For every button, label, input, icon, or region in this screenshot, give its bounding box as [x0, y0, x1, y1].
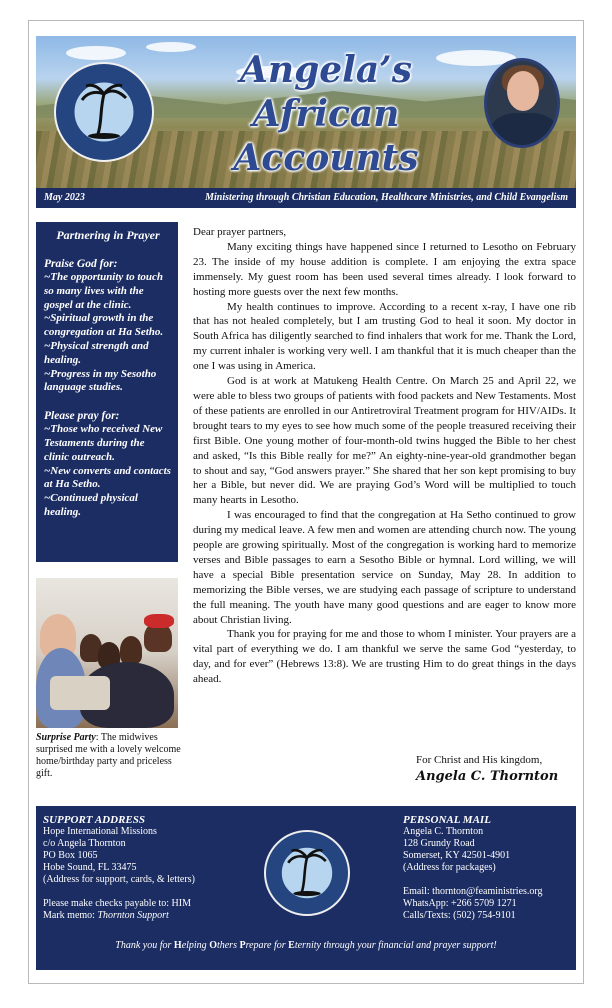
letter-paragraph: God is at work at Matukeng Health Centre. On March 25 and April 22, we were able to bless two groups of patients with food packets and New Testaments. Most of these patients are enrolled in our Antiretroviral Treatment program for HIV/AIDs. It brought tears to my eyes to see how much some of the people treasured receiving their first Bible. One young mother of four-month-old twins hugged the Bible to her chest and asked, “Is this Bible really for me?” An eighty-nine-year-old grandmother began to shout and say, “God answers prayer.” She shared that her son kept promising to buy her a Bible, but never did. We are praying God’s Word will be multiplied to touch many hearts in Lesotho. — [193, 375, 576, 507]
masthead-title-line2: African — [252, 93, 400, 135]
thanks-initial-o: O — [209, 940, 217, 951]
thanks-word-helping: elping — [181, 940, 210, 951]
support-address-block — [43, 814, 263, 922]
photo-caption — [36, 732, 184, 780]
ministry-seal-logo — [54, 62, 154, 162]
memo-label: Mark memo: — [43, 910, 98, 921]
issue-date: May 2023 — [44, 192, 85, 203]
letter-paragraph: I was encouraged to find that the congregation at Ha Setho continued to grow during my medical leave. A few men and women are attending church now. The young people are growing spiritually. Most of the congregation is working hard to memorize verses and Bible passages to earn a Sesotho Bible or hymnal. Lord willing, we will have a special Bible presentation service on Sunday, May 28. In addition to memorizing the Bible verses, we are studying each passage of scripture to understand the full meaning. The youth have many good questions and are eager to know more about Christian living. — [193, 509, 576, 626]
letter-paragraph: Many exciting things have happened since I returned to Lesotho on February 23. The inside of my house addition is complete. I am enjoying the extra space immensely. My guest room has been used several times already. I look forward to hosting more guests over the next few months. — [193, 240, 576, 298]
support-line: c/o Angela Thornton — [43, 838, 126, 849]
thanks-initial-h: H — [173, 940, 182, 951]
thanks-word-eternity: ternity — [294, 940, 321, 951]
letter-body — [193, 225, 576, 687]
surprise-party-photo — [36, 578, 178, 728]
thanks-word-prepare: repare for — [245, 940, 289, 951]
pray-item: ~New converts and contacts at Ha Setho. — [44, 464, 171, 491]
support-heading: SUPPORT ADDRESS — [43, 814, 145, 826]
email-line: Email: thornton@feaministries.org — [403, 886, 543, 897]
whatsapp-line: WhatsApp: +266 5709 1271 — [403, 898, 517, 909]
support-line: Hobe Sound, FL 33475 — [43, 862, 137, 873]
support-line: (Address for support, cards, & letters) — [43, 874, 195, 885]
contact-footer — [36, 806, 576, 970]
personal-line: Angela C. Thornton — [403, 826, 484, 837]
footer-thanks-line — [36, 940, 576, 951]
personal-line: (Address for packages) — [403, 862, 496, 873]
checks-payable-line: Please make checks payable to: HIM — [43, 898, 192, 909]
photo-caption-text: : The midwives surprised me with a lovely welcome home/birthday party and priceless gift. — [36, 732, 181, 779]
pray-heading: Please pray for: — [44, 410, 120, 423]
masthead-title-line1: Angela’s — [240, 49, 412, 91]
personal-heading: PERSONAL MAIL — [403, 814, 491, 826]
praise-item: ~The opportunity to touch so many lives with the gospel at the clinic. — [44, 271, 164, 311]
footer-seal-logo — [264, 830, 350, 916]
letter-greeting: Dear prayer partners, — [193, 226, 287, 238]
letter-closing: For Christ and His kingdom, — [416, 754, 543, 766]
thanks-initial-p: P — [239, 940, 246, 951]
memo-line — [43, 910, 263, 922]
support-line: Hope International Missions — [43, 826, 157, 837]
photo-caption-title: Surprise Party — [36, 732, 96, 743]
praise-item: ~Physical strength and healing. — [44, 339, 149, 366]
personal-line: 128 Grundy Road — [403, 838, 475, 849]
thanks-post: through your financial and prayer support! — [320, 940, 497, 951]
masthead-title-line3: Accounts — [233, 137, 419, 179]
praise-item: ~Progress in my Sesotho language studies. — [44, 367, 157, 394]
personal-line: Somerset, KY 42501-4901 — [403, 850, 511, 861]
thanks-pre: Thank you for — [115, 940, 174, 951]
issue-header-bar — [36, 188, 576, 208]
calls-line: Calls/Texts: (502) 754-9101 — [403, 910, 516, 921]
sidebar-title: Partnering in Prayer — [56, 228, 160, 242]
masthead-title — [176, 48, 476, 180]
support-line: PO Box 1065 — [43, 850, 98, 861]
pray-item: ~Those who received New Testaments during the clinic outreach. — [44, 423, 163, 463]
memo-value: Thornton Support — [97, 910, 169, 921]
author-portrait — [484, 58, 560, 148]
personal-mail-block — [403, 814, 573, 922]
letter-paragraph: Thank you for praying for me and those to whom I minister. Your prayers are a vital part of everything we do. I am thankful we serve the same God “yesterday, to day, and for ever” (Hebrews 13:8). We are trusting Him to do great things in the days ahead. — [193, 628, 576, 686]
letter-paragraph: My health continues to improve. According to a recent x-ray, I have one rib that has not healed completely, but I am trusting God to heal it soon. My doctor in South Africa has diligently searched to find inhalers that work for me. Thank the Lord, my current inhaler is working very well. I am thankful that it is much cheaper than the one I was using in America. — [193, 300, 576, 373]
thanks-initial-e: E — [288, 940, 295, 951]
praise-heading: Praise God for: — [44, 258, 118, 270]
pray-item: ~Continued physical healing. — [44, 492, 138, 518]
thanks-word-others: thers — [216, 940, 240, 951]
prayer-sidebar — [36, 222, 178, 562]
ministry-tagline: Ministering through Christian Education, Healthcare Ministries, and Child Evangelism — [205, 192, 568, 203]
praise-item: ~Spiritual growth in the congregation at Ha Setho. — [44, 312, 164, 339]
letter-signature: Angela C. Thornton — [416, 769, 559, 784]
